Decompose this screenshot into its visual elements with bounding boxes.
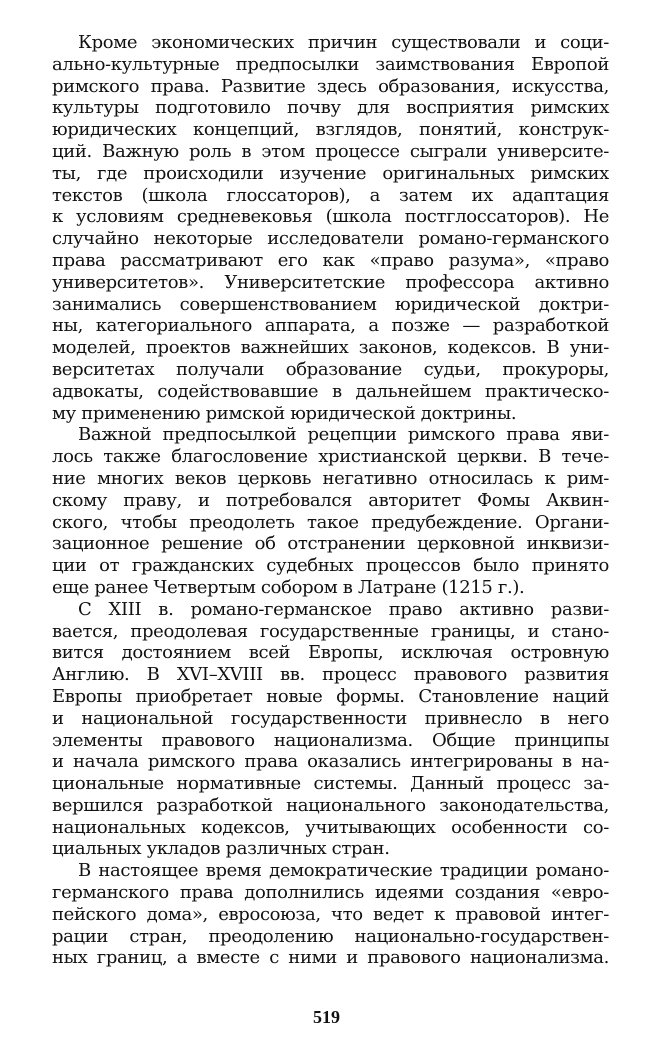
text-line: ции от гражданских судебных процессов было принято bbox=[52, 555, 609, 577]
text-line: циональные нормативные системы. Данный процесс за- bbox=[52, 773, 609, 795]
text-line: адвокаты, содействовавшие в дальнейшем практическо- bbox=[52, 380, 609, 402]
text-line: циальных укладов различных стран. bbox=[52, 838, 390, 860]
text-line: Важной предпосылкой рецепции римского права яви- bbox=[78, 424, 609, 446]
text-line: случайно некоторые исследователи романо-германского bbox=[52, 228, 609, 250]
text-line: занимались совершенствованием юридической доктри- bbox=[52, 293, 609, 315]
text-line: В настоящее время демократические традиции романо- bbox=[78, 860, 609, 882]
text-line: текстов (школа глоссаторов), а затем их адаптация bbox=[52, 184, 609, 206]
text-line: элементы правового национализма. Общие принципы bbox=[52, 729, 609, 751]
text-line: ций. Важную роль в этом процессе сыграли университе- bbox=[52, 140, 609, 162]
paragraph-3 bbox=[52, 599, 609, 861]
text-line: еще ранее Четвертым собором в Латране (1215 г.). bbox=[52, 576, 525, 598]
text-line: вается, преодолевая государственные границы, и стано- bbox=[52, 620, 609, 642]
text-line: и национальной государственности привнесло в него bbox=[52, 707, 609, 729]
text-line: ных границ, а вместе с ними и правового национализма. bbox=[52, 947, 609, 969]
text-line: скому праву, и потребовался авторитет Фомы Аквин- bbox=[52, 489, 609, 511]
text-line: пейского дома», евросоюза, что ведет к правовой интег- bbox=[52, 903, 609, 925]
paragraph-2 bbox=[52, 424, 609, 598]
text-line: германского права дополнились идеями создания «евро- bbox=[52, 882, 609, 904]
text-line: С XIII в. романо-германское право активно разви- bbox=[78, 598, 609, 620]
text-line: вится достоянием всей Европы, исключая островную bbox=[52, 642, 609, 664]
paragraph-4 bbox=[52, 860, 609, 969]
text-line: национальных кодексов, учитывающих особенности со- bbox=[52, 816, 609, 838]
text-line: юридических концепций, взглядов, понятий, конструк- bbox=[52, 119, 609, 141]
text-line: ально-культурные предпосылки заимствования Европой bbox=[52, 53, 609, 75]
text-line: к условиям средневековья (школа постглоссаторов). Не bbox=[52, 206, 609, 228]
text-line: зационное решение об отстранении церковной инквизи- bbox=[52, 533, 609, 555]
text-line: вершился разработкой национального законодательства, bbox=[52, 794, 609, 816]
text-line: Кроме экономических причин существовали и соци- bbox=[78, 32, 609, 53]
text-line: верситетах получали образование судьи, прокуроры, bbox=[52, 358, 609, 380]
text-line: моделей, проектов важнейших законов, кодексов. В уни- bbox=[52, 337, 609, 359]
text-line: культуры подготовило почву для восприятия римских bbox=[52, 97, 609, 119]
text-line: Европы приобретает новые формы. Становление наций bbox=[52, 685, 609, 707]
text-line: лось также благословение христианской церкви. В тече- bbox=[52, 446, 609, 468]
text-line: Англию. В XVI–XVIII вв. процесс правового развития bbox=[52, 664, 609, 686]
page-body bbox=[52, 32, 609, 969]
text-line: университетов». Университетские профессора активно bbox=[52, 271, 609, 293]
text-line: римского права. Развитие здесь образования, искусства, bbox=[52, 75, 609, 97]
text-line: и начала римского права оказались интегрированы в на- bbox=[52, 751, 609, 773]
text-line: ского, чтобы преодолеть такое предубеждение. Органи- bbox=[52, 511, 609, 533]
text-line: права рассматривают его как «право разума», «право bbox=[52, 249, 609, 271]
text-line: ны, категориального аппарата, а позже — разработкой bbox=[52, 315, 609, 337]
text-line: рации стран, преодолению национально-государствен- bbox=[52, 925, 609, 947]
text-line: ты, где происходили изучение оригинальных римских bbox=[52, 162, 609, 184]
page-number: 519 bbox=[313, 1007, 340, 1027]
paragraph-1 bbox=[52, 32, 609, 424]
text-line: ние многих веков церковь негативно относилась к рим- bbox=[52, 467, 609, 489]
text-line: му применению римской юридической доктрины. bbox=[52, 402, 517, 424]
